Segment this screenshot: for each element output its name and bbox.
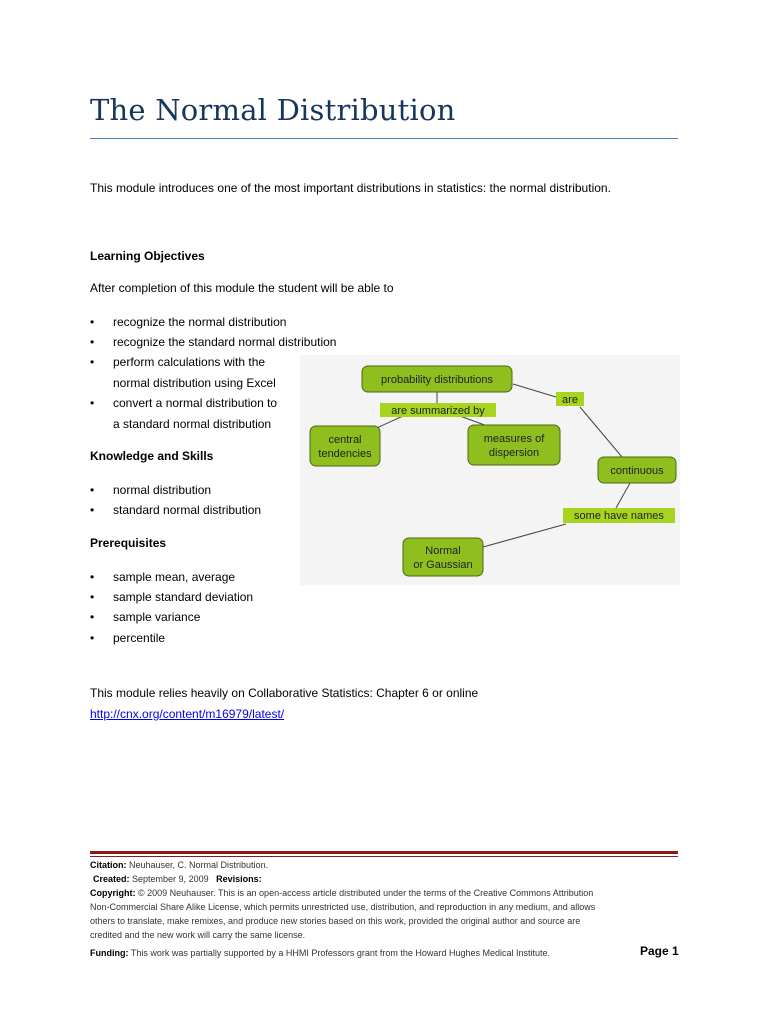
footer-citation: Citation: Neuhauser, C. Normal Distribution. (90, 860, 269, 870)
concept-map (300, 355, 680, 585)
reliance-text: This module relies heavily on Collaborative Statistics: Chapter 6 or online (90, 686, 479, 700)
page-number: Page 1 (640, 944, 679, 958)
footer-copyright-4: credited and the new work will carry the same license. (90, 930, 306, 940)
footer-divider-thin (90, 856, 678, 857)
learning-objectives-lead: After completion of this module the student will be able to (90, 281, 394, 295)
node-normal-label-2: or Gaussian (413, 559, 473, 571)
reliance-link[interactable]: http://cnx.org/content/m16979/latest/ (90, 707, 285, 721)
link-label-summarized-text: are summarized by (391, 405, 485, 417)
node-measures-label-2: dispersion (488, 447, 540, 459)
page-title: The Normal Distribution (90, 93, 456, 127)
footer-copyright-2: Non-Commercial Share Alike License, which permits unrestricted use, distribution, and reproduction in any medium, and allows (90, 902, 596, 912)
node-central-tendencies-label-2: tendencies (318, 448, 372, 460)
learning-objectives-heading: Learning Objectives (90, 249, 205, 263)
node-central-tendencies (310, 426, 380, 466)
link-label-are-text: are (562, 394, 578, 406)
footer-created: Created: September 9, 2009 Revisions: (93, 874, 262, 884)
intro-paragraph: This module introduces one of the most important distributions in statistics: the normal distribution. (90, 181, 611, 195)
footer-divider-thick (90, 851, 678, 854)
footer-copyright-1: Copyright: © 2009 Neuhauser. This is an open-access article distributed under the terms of the Creative Commons Attribution (90, 888, 594, 898)
node-continuous-label: continuous (610, 465, 664, 477)
link-label-some-have-names-text: some have names (574, 510, 664, 522)
node-measures-label-1: measures of (483, 433, 545, 445)
node-measures-of-dispersion (468, 425, 560, 465)
prerequisites-heading: Prerequisites (90, 536, 167, 550)
node-central-tendencies-label-1: central (328, 434, 362, 446)
node-probability-distributions-label: probability distributions (381, 374, 493, 386)
node-normal-label-1: Normal (425, 545, 461, 557)
knowledge-heading: Knowledge and Skills (90, 449, 214, 463)
footer-funding: Funding: This work was partially supported by a HHMI Professors grant from the Howard Hughes Medical Institute. (90, 948, 550, 958)
footer-copyright-3: others to translate, make remixes, and produce new stories based on this work, provided the original author and source are (90, 916, 581, 926)
title-divider (90, 138, 678, 139)
